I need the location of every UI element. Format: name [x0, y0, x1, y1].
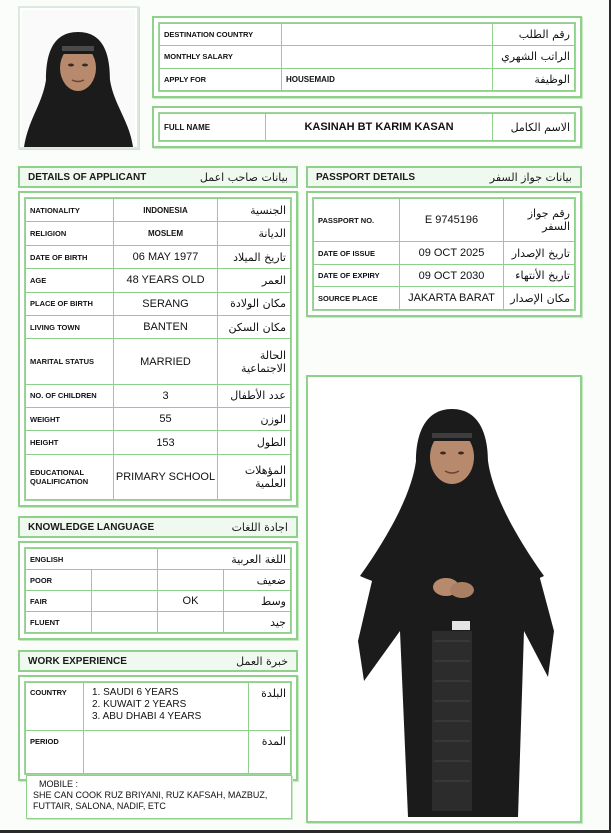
passport-label: DATE OF EXPIRY	[314, 264, 400, 287]
language-level-value	[158, 570, 224, 591]
applicant-row	[26, 431, 291, 454]
applicant-value: 153	[114, 431, 218, 454]
applicant-row	[26, 339, 291, 384]
language-arabic-label: اللغة العربية	[158, 549, 291, 570]
experience-country-item: 1. SAUDI 6 YEARS	[92, 687, 179, 698]
applicant-details-box	[18, 191, 298, 507]
apply-for-value: HOUSEMAID	[282, 68, 493, 90]
applicant-title: DETAILS OF APPLICANT	[28, 171, 147, 183]
language-table	[25, 548, 291, 633]
passport-row	[314, 242, 575, 265]
applicant-label: WEIGHT	[26, 407, 114, 430]
destination-country-value	[282, 24, 493, 46]
applicant-label: HEIGHT	[26, 431, 114, 454]
language-level-ar: جيد	[224, 612, 291, 633]
applicant-value: BANTEN	[114, 316, 218, 339]
experience-country-row	[26, 683, 291, 731]
applicant-row	[26, 269, 291, 292]
applicant-ar: الديانة	[218, 222, 291, 245]
applicant-ar: مكان السكن	[218, 316, 291, 339]
experience-title-ar: خبرة العمل	[236, 654, 288, 668]
headshot-frame	[18, 6, 139, 149]
language-level-ar: وسط	[224, 591, 291, 612]
language-english-level	[92, 591, 158, 612]
applicant-label: DATE OF BIRTH	[26, 245, 114, 268]
passport-value: JAKARTA BARAT	[400, 287, 504, 310]
experience-period-row	[26, 731, 291, 774]
passport-ar: رقم جواز السفر	[504, 199, 575, 242]
applicant-row	[26, 384, 291, 407]
monthly-salary-label: MONTHLY SALARY	[160, 46, 282, 68]
experience-box	[18, 675, 298, 781]
language-title-ar: اجادة اللغات	[231, 520, 288, 534]
applicant-value: 55	[114, 407, 218, 430]
applicant-row	[26, 222, 291, 245]
language-level-value: OK	[158, 591, 224, 612]
header-fields-box	[152, 16, 582, 98]
passport-ar: تاريخ الأنتهاء	[504, 264, 575, 287]
language-level-label: FAIR	[26, 591, 92, 612]
language-level-label: POOR	[26, 570, 92, 591]
language-header-row	[26, 549, 291, 570]
passport-title: PASSPORT DETAILS	[316, 171, 416, 183]
language-level-value	[158, 612, 224, 633]
applicant-row	[26, 407, 291, 430]
passport-row	[314, 199, 575, 242]
applicant-value: 48 YEARS OLD	[114, 269, 218, 292]
applicant-label: RELIGION	[26, 222, 114, 245]
monthly-salary-ar: الراتب الشهري	[493, 46, 575, 68]
passport-value: E 9745196	[400, 199, 504, 242]
applicant-ar: الحالة الاجتماعية	[218, 339, 291, 384]
applicant-value: 06 MAY 1977	[114, 245, 218, 268]
mobile-skills-text: SHE CAN COOK RUZ BRIYANI, RUZ KAFSAH, MAZBUZ, FUTTAIR, SALONA, NADIF, ETC	[33, 790, 268, 811]
applicant-label: MARITAL STATUS	[26, 339, 114, 384]
full-name-value: KASINAH BT KARIM KASAN	[266, 114, 493, 141]
experience-country-item: 3. ABU DHABI 4 YEARS	[92, 711, 202, 722]
applicant-ar: الجنسية	[218, 199, 291, 222]
passport-section-header	[306, 166, 582, 188]
applicant-label: LIVING TOWN	[26, 316, 114, 339]
full-name-box	[152, 106, 582, 148]
experience-period-value	[84, 731, 249, 774]
mobile-label: MOBILE :	[39, 779, 79, 789]
applicant-label: AGE	[26, 269, 114, 292]
applicant-row	[26, 199, 291, 222]
applicant-label: EDUCATIONAL QUALIFICATION	[26, 454, 114, 499]
header-row	[160, 46, 575, 68]
applicant-title-ar: بيانات صاحب اعمل	[199, 170, 288, 184]
experience-country-ar: البلدة	[249, 683, 291, 731]
headshot-photo	[22, 10, 135, 147]
passport-ar: مكان الإصدار	[504, 287, 575, 310]
header-row	[160, 68, 575, 90]
applicant-row	[26, 245, 291, 268]
applicant-ar: مكان الولادة	[218, 292, 291, 315]
passport-label: DATE OF ISSUE	[314, 242, 400, 265]
applicant-label: NATIONALITY	[26, 199, 114, 222]
experience-table	[25, 682, 291, 774]
passport-ar: تاريخ الإصدار	[504, 242, 575, 265]
language-english-label: ENGLISH	[26, 549, 158, 570]
experience-title: WORK EXPERIENCE	[28, 655, 127, 667]
passport-row	[314, 264, 575, 287]
experience-period-ar: المدة	[249, 731, 291, 774]
passport-table	[313, 198, 575, 310]
passport-row	[314, 287, 575, 310]
passport-label: SOURCE PLACE	[314, 287, 400, 310]
experience-country-label: COUNTRY	[26, 683, 84, 731]
language-title: KNOWLEDGE LANGUAGE	[28, 521, 155, 533]
applicant-label: PLACE OF BIRTH	[26, 292, 114, 315]
applicant-ar: الوزن	[218, 407, 291, 430]
applicant-section-header	[18, 166, 298, 188]
full-body-photo	[312, 381, 576, 817]
apply-for-label: APPLY FOR	[160, 68, 282, 90]
applicant-row	[26, 292, 291, 315]
applicant-value: MARRIED	[114, 339, 218, 384]
experience-country-item: 2. KUWAIT 2 YEARS	[92, 699, 187, 710]
applicant-ar: تاريخ الميلاد	[218, 245, 291, 268]
language-english-level	[92, 612, 158, 633]
full-name-table	[159, 113, 575, 141]
destination-country-ar: رقم الطلب	[493, 24, 575, 46]
full-name-ar: الاسم الكامل	[493, 114, 575, 141]
language-row	[26, 612, 291, 633]
applicant-table	[25, 198, 291, 500]
language-level-ar: ضعيف	[224, 570, 291, 591]
destination-country-label: DESTINATION COUNTRY	[160, 24, 282, 46]
applicant-value: MOSLEM	[114, 222, 218, 245]
applicant-row	[26, 316, 291, 339]
language-section-header	[18, 516, 298, 538]
language-row	[26, 591, 291, 612]
applicant-row	[26, 454, 291, 499]
mobile-box	[26, 775, 292, 819]
passport-label: PASSPORT NO.	[314, 199, 400, 242]
monthly-salary-value	[282, 46, 493, 68]
applicant-ar: عدد الأطفال	[218, 384, 291, 407]
applicant-value: PRIMARY SCHOOL	[114, 454, 218, 499]
applicant-value: 3	[114, 384, 218, 407]
apply-for-ar: الوظيفة	[493, 68, 575, 90]
applicant-value: SERANG	[114, 292, 218, 315]
header-fields-table	[159, 23, 575, 91]
applicant-label: NO. OF CHILDREN	[26, 384, 114, 407]
experience-country-list	[84, 683, 249, 731]
language-box	[18, 541, 298, 640]
experience-section-header	[18, 650, 298, 672]
applicant-ar: الطول	[218, 431, 291, 454]
applicant-ar: المؤهلات العلمية	[218, 454, 291, 499]
full-body-photo-frame	[306, 375, 582, 823]
passport-title-ar: بيانات جواز السفر	[489, 170, 572, 184]
language-row	[26, 570, 291, 591]
applicant-value: INDONESIA	[114, 199, 218, 222]
language-level-label: FLUENT	[26, 612, 92, 633]
applicant-ar: العمر	[218, 269, 291, 292]
passport-value: 09 OCT 2030	[400, 264, 504, 287]
language-english-level	[92, 570, 158, 591]
full-name-label: FULL NAME	[160, 114, 266, 141]
passport-value: 09 OCT 2025	[400, 242, 504, 265]
passport-details-box	[306, 191, 582, 317]
experience-period-label: PERIOD	[26, 731, 84, 774]
header-row	[160, 24, 575, 46]
